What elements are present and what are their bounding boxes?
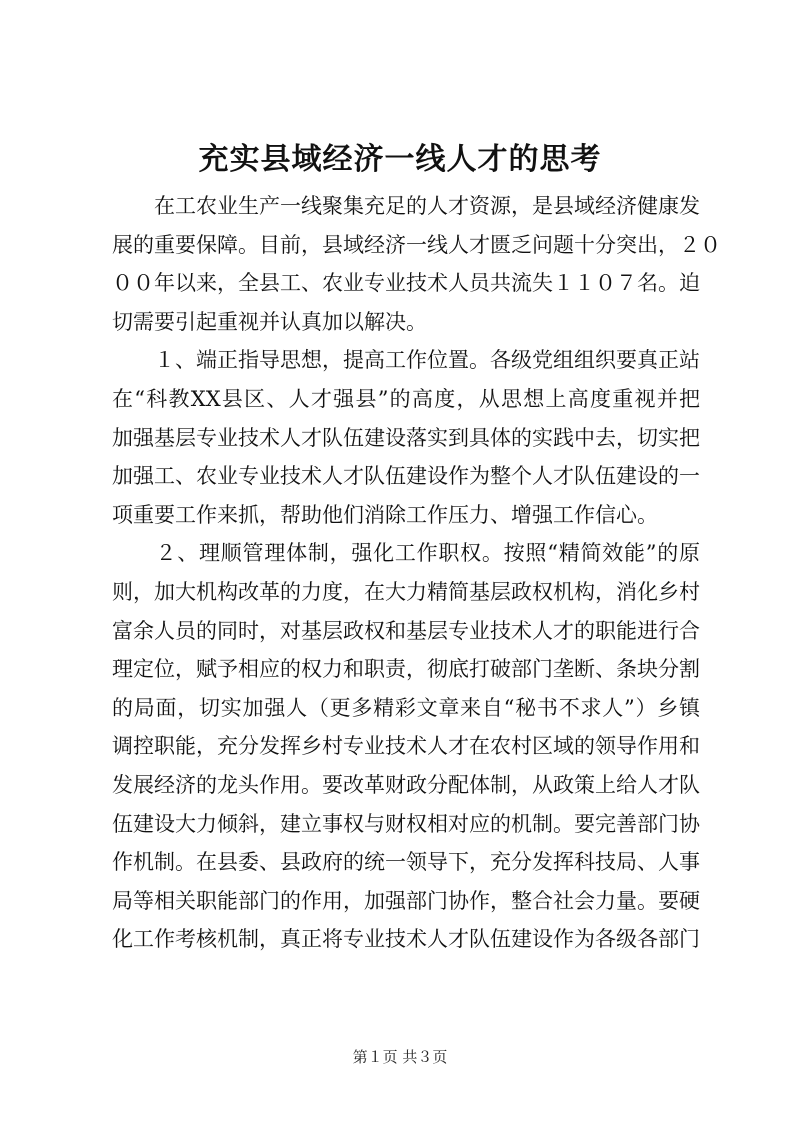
text-line: １、端正指导思想，提高工作位置。各级党组组织要真正站: [112, 348, 700, 373]
text-line: 化工作考核机制，真正将专业技术人才队伍建设作为各级各部门: [112, 927, 700, 952]
text-line: ２、理顺管理体制，强化工作职权。按照“精简效能”的原: [112, 541, 700, 566]
text-line: 调控职能，充分发挥乡村专业技术人才在农村区域的领导作用和: [112, 734, 700, 759]
text-line: ００年以来，全县工、农业专业技术人员共流失１１０７名。迫: [112, 271, 700, 296]
text-line: 展的重要保障。目前，县域经济一线人才匮乏问题十分突出，２０: [112, 232, 721, 257]
text-line: 的局面，切实加强人（更多精彩文章来自“秘书不求人”）乡镇: [112, 695, 700, 720]
text-line: 项重要工作来抓，帮助他们消除工作压力、增强工作信心。: [112, 502, 658, 527]
text-line: 加强基层专业技术人才队伍建设落实到具体的实践中去，切实把: [112, 425, 700, 450]
document-body: [112, 187, 721, 959]
page-footer: 第１页 共３页: [352, 1048, 448, 1066]
text-line: 局等相关职能部门的作用，加强部门协作，整合社会力量。要硬: [112, 888, 700, 913]
text-line: 切需要引起重视并认真加以解决。: [112, 309, 427, 334]
text-line: 在“科教XX县区、人才强县”的高度，从思想上高度重视并把: [112, 386, 700, 411]
text-line: 则，加大机构改革的力度，在大力精简基层政权机构，消化乡村: [112, 579, 700, 604]
text-line: 理定位，赋予相应的权力和职责，彻底打破部门垄断、条块分割: [112, 657, 700, 682]
text-line: 加强工、农业专业技术人才队伍建设作为整个人才队伍建设的一: [112, 464, 700, 489]
document-title: 充实县域经济一线人才的思考: [198, 142, 602, 177]
text-line: 作机制。在县委、县政府的统一领导下，充分发挥科技局、人事: [112, 850, 700, 875]
text-line: 伍建设大力倾斜，建立事权与财权相对应的机制。要完善部门协: [112, 811, 700, 836]
text-line: 在工农业生产一线聚集充足的人才资源，是县域经济健康发: [112, 194, 700, 218]
text-line: 富余人员的同时，对基层政权和基层专业技术人才的职能进行合: [112, 618, 700, 643]
text-line: 发展经济的龙头作用。要改革财政分配体制，从政策上给人才队: [112, 772, 700, 797]
